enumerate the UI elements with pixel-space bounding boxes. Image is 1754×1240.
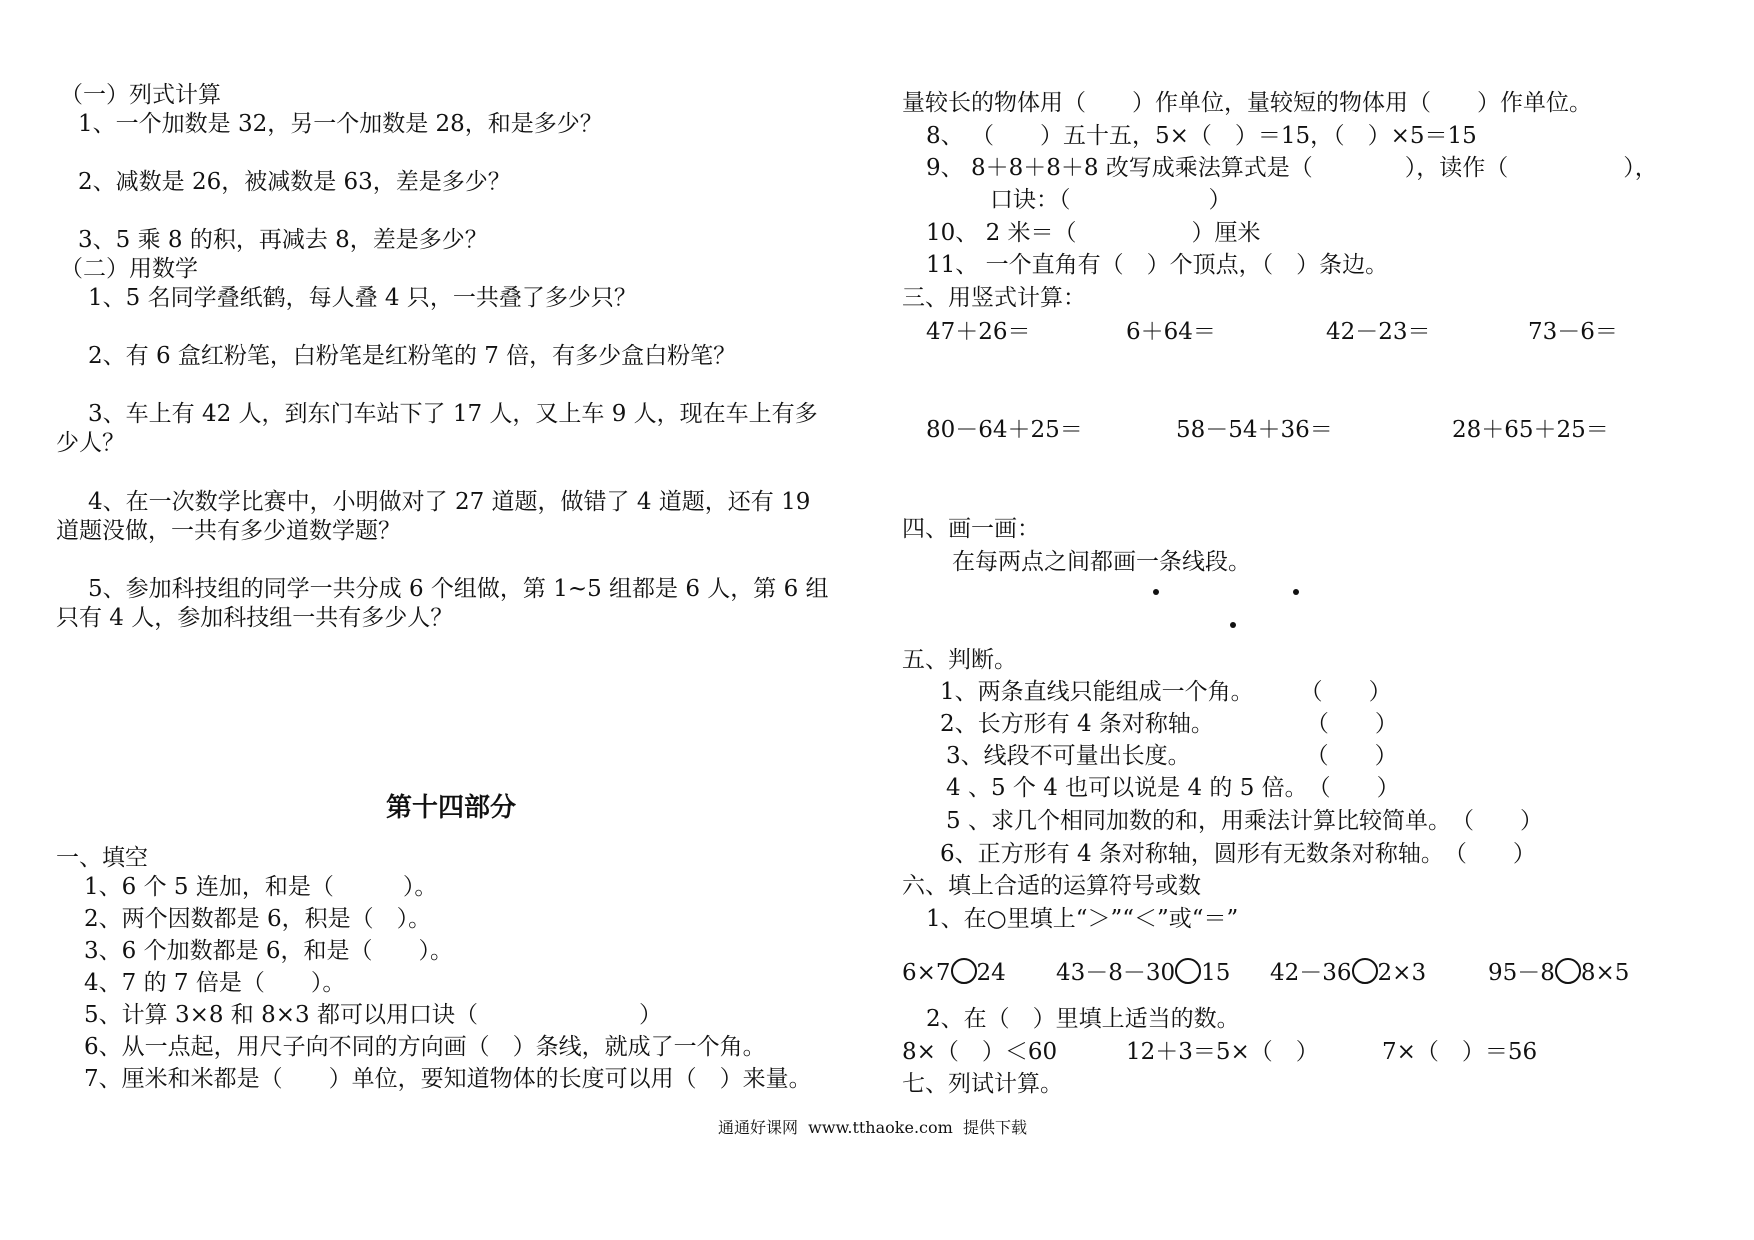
judge-item: 5 、求几个相同加数的和，用乘法计算比较简单。 （ ） [946,808,1543,834]
fill-item: 12＋3＝5×（ ） [1126,1039,1319,1065]
question-item: 3、5 乘 8 的积，再减去 8，差是多少？ [78,227,488,253]
point-dot [1293,589,1299,595]
fill-item: 量较长的物体用（ ）作单位，量较短的物体用（ ）作单位。 [902,90,1592,116]
part-title: 第十四部分 [386,793,517,823]
section-5-title: 五、判断。 [902,647,1017,673]
judge-item: 1、两条直线只能组成一个角。 （ ） [940,679,1392,705]
fill-section-title: 一、填空 [56,845,148,871]
compare-item: 42－36 2×3 [1270,960,1427,986]
fill-item: 4、7 的 7 倍是（ ）。 [84,970,346,996]
compare-item: 43－8－30 15 [1056,960,1231,986]
section-1-title: （一）列式计算 [60,82,221,108]
question-item: 1、5 名同学叠纸鹤，每人叠 4 只，一共叠了多少只？ [88,285,637,311]
question-item: 2、有 6 盒红粉笔，白粉笔是红粉笔的 7 倍，有多少盒白粉笔？ [88,343,737,369]
section-3-title: 三、用竖式计算： [902,285,1086,311]
page-footer: 通通好课网 www.tthaoke.com 提供下载 [718,1118,1027,1137]
fill-item: 1、6 个 5 连加，和是（ ）。 [84,874,438,900]
judge-item: 2、长方形有 4 条对称轴。 （ ） [940,711,1398,737]
fill-item: 7、厘米和米都是（ ）单位，要知道物体的长度可以用（ ）来量。 [84,1066,812,1092]
question-item: 2、减数是 26，被减数是 63，差是多少？ [78,169,511,195]
fill-item: 11、 一个直角有（ ）个顶点，（ ）条边。 [926,252,1389,278]
calc-item: 80－64＋25＝ [926,417,1083,443]
calc-item: 42－23＝ [1326,319,1431,345]
calc-item: 28＋65＋25＝ [1452,417,1609,443]
answer-circle[interactable] [1175,958,1201,984]
fill-item: 2、两个因数都是 6，积是（ ）。 [84,906,432,932]
calc-item: 73－6＝ [1528,319,1618,345]
question-item: 4、在一次数学比赛中，小明做对了 27 道题，做错了 4 道题，还有 19 [88,489,811,515]
calc-item: 58－54＋36＝ [1176,417,1333,443]
fill-item: 7×（ ）＝56 [1382,1039,1538,1065]
fill-instruction: 2、在（ ）里填上适当的数。 [926,1006,1240,1032]
compare-item: 6×7 24 [902,960,1006,986]
fill-item: 5、计算 3×8 和 8×3 都可以用口诀（ ） [84,1002,662,1028]
question-item: 道题没做，一共有多少道数学题？ [56,518,401,544]
section-6-title: 六、填上合适的运算符号或数 [902,873,1201,899]
fill-item: 9、 8＋8＋8＋8 改写成乘法算式是（ ），读作（ ）， [926,155,1658,181]
judge-item: 3、线段不可量出长度。 （ ） [946,743,1398,769]
answer-circle[interactable] [1352,958,1378,984]
judge-item: 4 、5 个 4 也可以说是 4 的 5 倍。 （ ） [946,775,1400,801]
calc-item: 47＋26＝ [926,319,1031,345]
point-dot [1153,589,1159,595]
fill-item: 口诀：（ ） [990,187,1232,213]
judge-item: 6、正方形有 4 条对称轴，圆形有无数条对称轴。 （ ） [940,841,1536,867]
fill-item: 8、 （ ）五十五，5×（ ）＝15，（ ）×5＝15 [926,123,1477,149]
question-item: 1、一个加数是 32，另一个加数是 28，和是多少？ [78,111,603,137]
calc-item: 6＋64＝ [1126,319,1216,345]
answer-circle[interactable] [1555,958,1581,984]
answer-circle[interactable] [951,958,977,984]
section-4-title: 四、画一画： [902,516,1040,542]
draw-instruction: 在每两点之间都画一条线段。 [952,549,1251,575]
question-item: 3、车上有 42 人，到东门车站下了 17 人，又上车 9 人，现在车上有多 [88,401,818,427]
question-item: 少人？ [56,430,125,456]
fill-item: 6、从一点起，用尺子向不同的方向画（ ）条线，就成了一个角。 [84,1034,766,1060]
fill-item: 10、 2 米＝（ ）厘米 [926,220,1261,246]
question-item: 只有 4 人，参加科技组一共有多少人？ [56,605,454,631]
point-dot [1230,622,1236,628]
section-7-title: 七、列试计算。 [902,1071,1063,1097]
fill-item: 8×（ ）＜60 [902,1039,1058,1065]
question-item: 5、参加科技组的同学一共分成 6 个组做，第 1~5 组都是 6 人，第 6 组 [88,576,829,602]
fill-item: 3、6 个加数都是 6，和是（ ）。 [84,938,454,964]
fill-instruction: 1、在○里填上“＞”“＜”或“＝” [926,906,1239,932]
compare-item: 95－8 8×5 [1488,960,1630,986]
section-2-title: （二）用数学 [60,256,198,282]
